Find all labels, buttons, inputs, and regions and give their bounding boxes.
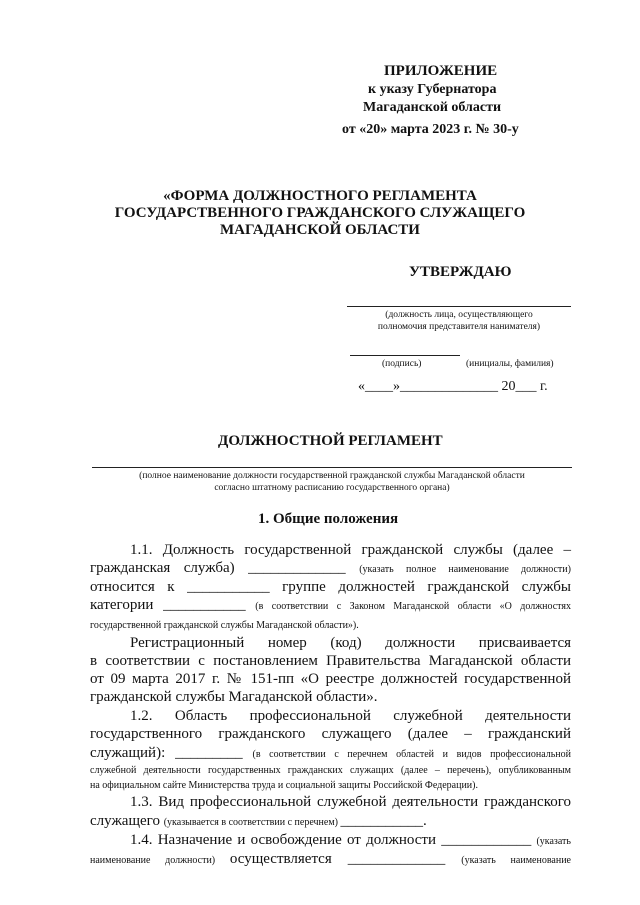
hint-text: наименование должности) [90, 855, 230, 866]
approver-position-line [347, 306, 571, 307]
approver-hint-line-2: полномочия представителя нанимателя) [377, 322, 541, 332]
body-text: категории ___________ [90, 597, 256, 613]
body-text: государственного гражданского служащего (далее – гражданский [90, 726, 571, 742]
section-1-line [90, 597, 571, 615]
hint-text: (в соответствии с Законом Магаданской области «О должностях [255, 601, 571, 612]
body-text: гражданская служба) _____________ [90, 560, 360, 576]
body-text: служащего [90, 813, 164, 829]
section-1-line [90, 671, 571, 688]
section-1-line [90, 579, 571, 596]
position-name-line [92, 467, 572, 468]
body-text: служащий): _________ [90, 745, 253, 761]
approve-label: УТВЕРЖДАЮ [409, 264, 512, 280]
section-1-line [130, 542, 571, 559]
body-text: относится к ___________ группе должностей гражданской службы [90, 579, 571, 595]
body-text: 1.2. Область профессиональной служебной деятельности [130, 708, 571, 724]
appendix-line-2: Магаданской области [363, 100, 502, 115]
body-text: ___________. [340, 813, 427, 829]
section-1-line [90, 726, 571, 743]
body-text: 1.1. Должность государственной гражданской службы (далее – [130, 542, 571, 558]
position-hint-line-2: согласно штатному расписанию государственного органа) [214, 483, 450, 493]
signature-line [350, 355, 460, 356]
hint-text: (указать полное наименование должности) [359, 564, 571, 575]
form-title [60, 188, 580, 239]
position-hint-line-1: (полное наименование должности государственной гражданской службы Магаданской области [139, 471, 525, 481]
body-text: гражданской службы Магаданской области». [90, 689, 378, 705]
hint-text: (в соответствии с перечнем областей и видов профессиональной [252, 749, 571, 760]
section-1-line [130, 635, 571, 652]
section-1-line [130, 794, 571, 811]
appendix-line-1: к указу Губернатора [368, 82, 497, 97]
hint-text: государственной гражданской службы Магаданской области»). [90, 620, 359, 631]
hint-text: на официальном сайте Министерства труда и социальной защиты Российской Федерации). [90, 780, 478, 791]
appendix-title: ПРИЛОЖЕНИЕ [384, 63, 498, 79]
body-text: 1.4. Назначение и освобождение от должности ____________ [130, 832, 537, 848]
hint-text: (указать [536, 836, 571, 847]
form-title-line-3: МАГАДАНСКОЙ ОБЛАСТИ [220, 222, 420, 238]
form-title-line-2: ГОСУДАРСТВЕННОГО ГРАЖДАНСКОГО СЛУЖАЩЕГО [114, 205, 526, 221]
section-1-line [90, 813, 571, 831]
form-title-line-1: «ФОРМА ДОЛЖНОСТНОГО РЕГЛАМЕНТА [163, 188, 477, 204]
section-1-line [90, 653, 571, 670]
hint-text: служебной деятельности государственных гражданских служащих (далее – перечень), опубликованным [90, 765, 571, 776]
hint-text: (указывается в соответствии с перечнем) [163, 817, 341, 828]
section-1-line [130, 832, 571, 850]
section-1-line [90, 560, 571, 578]
body-text: осуществляется _____________ [229, 851, 462, 867]
section-1-line [90, 616, 571, 634]
approver-position-hint [347, 309, 571, 333]
body-text: от 09 марта 2017 г. № 151-пп «О реестре должностей государственной [90, 671, 571, 687]
section-1-title: 1. Общие положения [258, 511, 399, 527]
name-hint: (инициалы, фамилия) [466, 359, 554, 369]
appendix-line-3: от «20» марта 2023 г. № 30-у [342, 122, 519, 137]
regulation-title: ДОЛЖНОСТНОЙ РЕГЛАМЕНТ [218, 433, 443, 449]
body-text: Регистрационный номер (код) должности присваивается [130, 635, 571, 651]
signature-hint: (подпись) [382, 359, 422, 369]
approval-date: «____»______________ 20___ г. [358, 379, 548, 394]
approver-hint-line-1: (должность лица, осуществляющего [385, 310, 533, 320]
position-name-hint [92, 470, 572, 494]
section-1-line [90, 689, 571, 706]
section-1-line [90, 851, 571, 869]
section-1-line [90, 776, 571, 794]
body-text: 1.3. Вид профессиональной служебной деятельности гражданского [130, 794, 571, 810]
body-text: в соответствии с постановлением Правительства Магаданской области [90, 653, 571, 669]
section-1-line [130, 708, 571, 725]
hint-text: (указать наименование [461, 855, 571, 866]
